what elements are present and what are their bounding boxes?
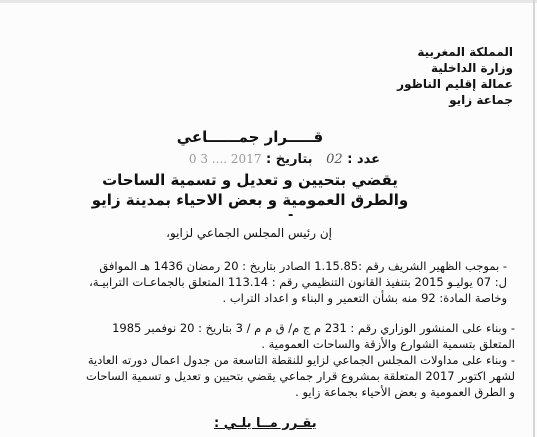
decision-heading: يقـرر مــا يلـي : [214,416,317,431]
separator-dash: - [288,208,294,223]
header-kingdom: المملكة المغربية [417,45,513,59]
president-line: إن رئيس المجلس الجماعي لزايو، [166,226,332,240]
number-label: عدد : [347,152,380,167]
number-date-line [120,152,380,167]
paragraph-line: المتعلق بتسمية الشوارع والأزقة والساحات العمومية . [261,337,515,351]
paragraph-line: - وبناء على المنشور الوزاري رقم : 231 م ج م/ ق م م / 3 بتاريخ : 20 نوفمبر 1985 [112,321,515,335]
number-value: 02 [326,152,343,167]
paragraph-line: و الطرق العمومية و بعض الأحياء بجماعة زايو . [295,385,515,399]
subject-line-1: يقضي بتحيين و تعديل و تسمية الساحات [102,171,398,189]
header-province: عمالة إقليم الناظور [397,77,513,91]
date-value: 2017 .... 3 0 [188,152,262,166]
paragraph-dahir [27,258,507,306]
paragraph-line: وخاصة المادة: 92 منه بشأن التعمير و البناء و اعداد التراب . [222,291,507,305]
paragraph-line: ل: 07 يوليـو 2015 بتنفيذ القانون التنظيمي رقم : 113.14 المتعلق بالجماعـات الترابيـة، [89,275,507,289]
paragraph-line: لشهر اكتوبر 2017 المتعلقة بمشروع قرار جماعي يقضي بتحيين و تعديل و تسمية الساحات [86,369,515,383]
paragraph-circular [25,320,515,400]
subject-line-2: والطرق العمومية و بعض الاحياء بمدينة زايو [91,191,409,209]
paragraph-line: - بموجب الظهير الشريف رقم :1.15.85 الصادر بتاريخ : 20 رمضان 1436 هـ الموافق [99,259,507,273]
page-top-edge [0,0,537,3]
page-right-edge [533,0,535,437]
official-header [313,44,513,108]
document-title: قـــــرار جمــــــاعي [176,128,324,146]
header-ministry: وزارة الداخلية [430,61,513,75]
date-label: بتاريخ : [266,152,313,167]
paragraph-line: - وبناء على مداولات المجلس الجماعي لزايو للنقطة التاسعة من جدول اعمال دورته العادية [87,353,515,367]
header-commune: جماعة زايو [449,93,513,107]
decision-subject [80,170,420,210]
